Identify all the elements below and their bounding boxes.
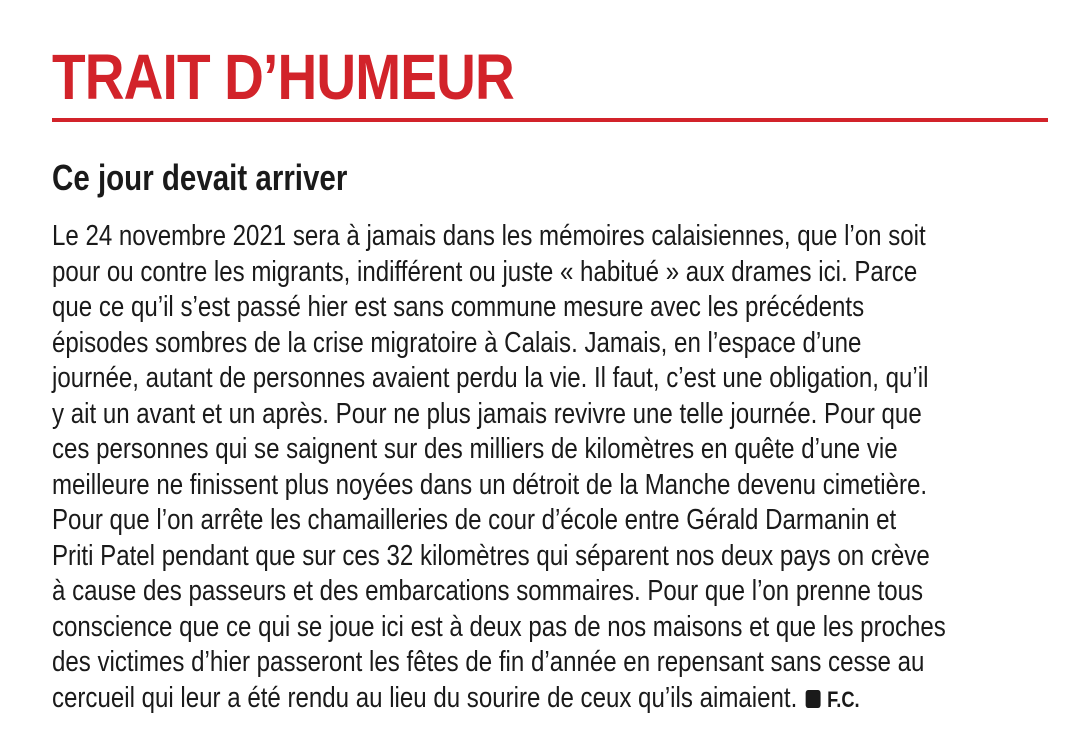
body-line: des victimes d’hier passeront les fêtes de fin d’année en repensant sans cesse au — [52, 646, 925, 678]
body-line: à cause des passeurs et des embarcations sommaires. Pour que l’on prenne tous — [52, 575, 924, 607]
article-body — [52, 219, 1041, 717]
article-headline: Ce jour devait arriver — [52, 157, 348, 198]
body-line: Pour que l’on arrête les chamailleries de cour d’école entre Gérald Darmanin et — [52, 504, 897, 536]
body-line: meilleure ne finissent plus noyées dans un détroit de la Manche devenu cimetière. — [52, 468, 928, 501]
last-body-line — [52, 681, 1041, 718]
article — [52, 40, 1048, 717]
body-line: ces personnes qui se saignent sur des milliers de kilomètres en quête d’une vie — [52, 433, 898, 465]
body-line: que ce qu’il s’est passé hier est sans commune mesure avec les précédents — [52, 291, 865, 323]
body-line: Le 24 novembre 2021 sera à jamais dans les mémoires calaisiennes, que l’on soit — [52, 220, 926, 252]
body-line-text: cercueil qui leur a été rendu au lieu du sourire de ceux qu’ils aimaient. — [52, 681, 798, 714]
end-square-icon — [806, 690, 821, 708]
rubric-title: TRAIT D’HUMEUR — [52, 41, 514, 113]
body-line: épisodes sombres de la crise migratoire à Calais. Jamais, en l’espace d’une — [52, 326, 862, 359]
body-line: pour ou contre les migrants, indifférent ou juste « habitué » aux drames ici. Parce — [52, 255, 918, 288]
body-line: conscience que ce qui se joue ici est à deux pas de nos maisons et que les proches — [52, 610, 946, 643]
body-line: Priti Patel pendant que sur ces 32 kilomètres qui séparent nos deux pays on crève — [52, 539, 930, 572]
body-line: y ait un avant et un après. Pour ne plus jamais revivre une telle journée. Pour que — [52, 397, 922, 430]
red-divider — [52, 118, 1048, 122]
author-signature: F.C. — [827, 686, 860, 712]
body-line: journée, autant de personnes avaient perdu la vie. Il faut, c’est une obligation, qu’il — [52, 362, 929, 394]
